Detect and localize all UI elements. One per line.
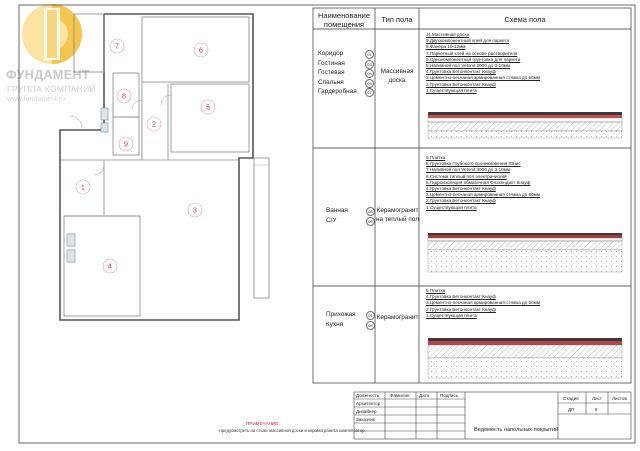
room-name: С/У xyxy=(326,216,337,224)
layer-item: 4.Грунтовка Бетонконтакт Кнауф xyxy=(426,186,496,192)
layer-item: 4.Грунтовка Бетонконтакт Кнауф xyxy=(426,69,496,75)
layer-item: 3.Цементно-песчаная армированная стяжка до 60мм xyxy=(426,75,540,81)
layer-item: 2.Грунтовка Бетонконтакт Кнауф xyxy=(426,81,496,87)
layer-item: 1.Существующая плита xyxy=(426,312,477,318)
room-name: Гардеробная xyxy=(318,88,357,96)
room-number: 9 xyxy=(124,141,128,149)
layer-item: 1.Существующая плита xyxy=(426,204,477,210)
layer-item: 2.Грунтовка Бетонконтакт Кнауф xyxy=(426,306,496,312)
room-name: Ванная xyxy=(326,207,348,214)
logo-url: www.fundament.ru xyxy=(7,96,65,103)
room-number: 2 xyxy=(152,121,156,129)
room-code: 08 xyxy=(366,207,375,216)
logo-subtitle: ГРУППА КОМПАНИЙ xyxy=(7,84,96,94)
room-number: 8 xyxy=(122,93,126,101)
room-name: Гостиная xyxy=(318,59,345,67)
room-number: 7 xyxy=(115,43,119,51)
room-code: 04 xyxy=(365,69,374,78)
layer-item: 9.Двухкомпонентный клей для паркета xyxy=(426,38,510,44)
room-name: Коридор xyxy=(318,50,344,57)
room-code: 04 xyxy=(366,321,375,330)
section-1-rooms xyxy=(318,49,376,97)
layer-item: 3.Цементно-песчаная армированная стяжка до 80мм xyxy=(426,192,540,198)
header-floor-type: Тип пола xyxy=(381,15,413,24)
logo-brand: ФУНДАМЕНТ xyxy=(6,68,90,82)
floor-type-3: Керамогранит xyxy=(376,314,419,321)
section-2-rooms xyxy=(326,206,376,225)
header-premises: Наименование помещения xyxy=(318,11,370,29)
tb-role-client: Заказчик xyxy=(356,417,375,422)
room-code: 09 xyxy=(366,217,375,226)
layer-item: 7.Наливной пол Vetonit 3000 до 3-10мм xyxy=(426,167,511,173)
room-code: 01 xyxy=(365,50,374,59)
room-name: Прихожая xyxy=(326,311,356,318)
room-name: Гостевая xyxy=(318,69,345,77)
room-number: 4 xyxy=(108,263,112,271)
layer-item: 9.Плитка xyxy=(426,155,446,160)
layer-item: 6.Система теплый пол электрический xyxy=(426,173,507,179)
tb-stage-value: ДП xyxy=(568,407,575,412)
layer-item: 3.Цементно-песчаная армированная стяжка до 50мм xyxy=(426,300,540,306)
layer-item: 11.Массивная доска xyxy=(426,32,470,37)
tb-col-date: Дата xyxy=(419,393,430,398)
room-code: 01 xyxy=(366,311,375,320)
layer-item: 8.Фанера 10-12мм xyxy=(426,44,466,50)
layer-item: 1.Существующая плита xyxy=(426,87,477,93)
room-code: 05 xyxy=(365,79,374,88)
floor-type-2: Керамогранит на теплый пол xyxy=(376,207,419,223)
room-number: 3 xyxy=(193,207,197,215)
layer-item: 7.Паркетный клей на основе растворителя xyxy=(426,50,518,56)
tb-col-signature: Подпись xyxy=(440,393,459,398)
tb-stage-label: Стадия xyxy=(563,396,579,401)
section-1-layers xyxy=(426,32,540,94)
section-2-buildup xyxy=(428,233,622,272)
room-number: 6 xyxy=(199,47,203,55)
room-code: 03 xyxy=(365,60,374,69)
room-name: Спальня xyxy=(318,78,344,86)
tb-sheet-value: 8 xyxy=(595,407,598,412)
layer-item: 8.Грунтовка Глубокого проникновения Юнис xyxy=(426,161,521,167)
layer-item: 5.Наливной пол Vetonit 3000 до 3-10мм xyxy=(426,63,511,69)
header-scheme: Схема пола xyxy=(504,15,546,24)
tb-sheet-label: Лист xyxy=(592,396,602,401)
room-number: 1 xyxy=(81,184,85,192)
tb-col-position: Должность xyxy=(356,393,380,398)
floor-type-1: Массивная доска xyxy=(380,68,414,84)
room-name: Кухня xyxy=(326,320,344,328)
tb-sheets-label: Листов xyxy=(612,396,627,401)
layer-item: 5.Гидроизоляция обмазочная Флэхендихт Кнауф xyxy=(426,179,531,185)
room-code: 07 xyxy=(365,88,374,97)
layer-item: 6.Однокомпонентная грунтовка для паркета xyxy=(426,56,521,62)
section-3-buildup xyxy=(428,338,622,378)
section-3-rooms xyxy=(326,310,376,329)
note-text: -предусмотреть на стыке массивной доски и керамогранита компенсатор. xyxy=(218,428,366,433)
drawing-title: Ведомость напольных покрытий xyxy=(474,427,559,433)
section-3-layers xyxy=(426,288,540,319)
room-number: 5 xyxy=(206,104,210,112)
layer-item: 5.Плитка xyxy=(426,288,446,293)
layer-item: 2.Грунтовка Бетонконтакт Кнауф xyxy=(426,198,496,204)
layer-item: 4.Грунтовка Бетонконтакт Кнауф xyxy=(426,294,496,300)
note-title: ПРИМЕЧАНИЕ: xyxy=(246,421,280,426)
tb-col-surname: Фамилия xyxy=(390,393,410,398)
tb-role-designer: Дизайнер xyxy=(356,409,377,414)
section-2-layers xyxy=(426,155,540,211)
tb-role-architect: Архитектор xyxy=(356,401,381,406)
section-1-buildup xyxy=(428,112,622,138)
